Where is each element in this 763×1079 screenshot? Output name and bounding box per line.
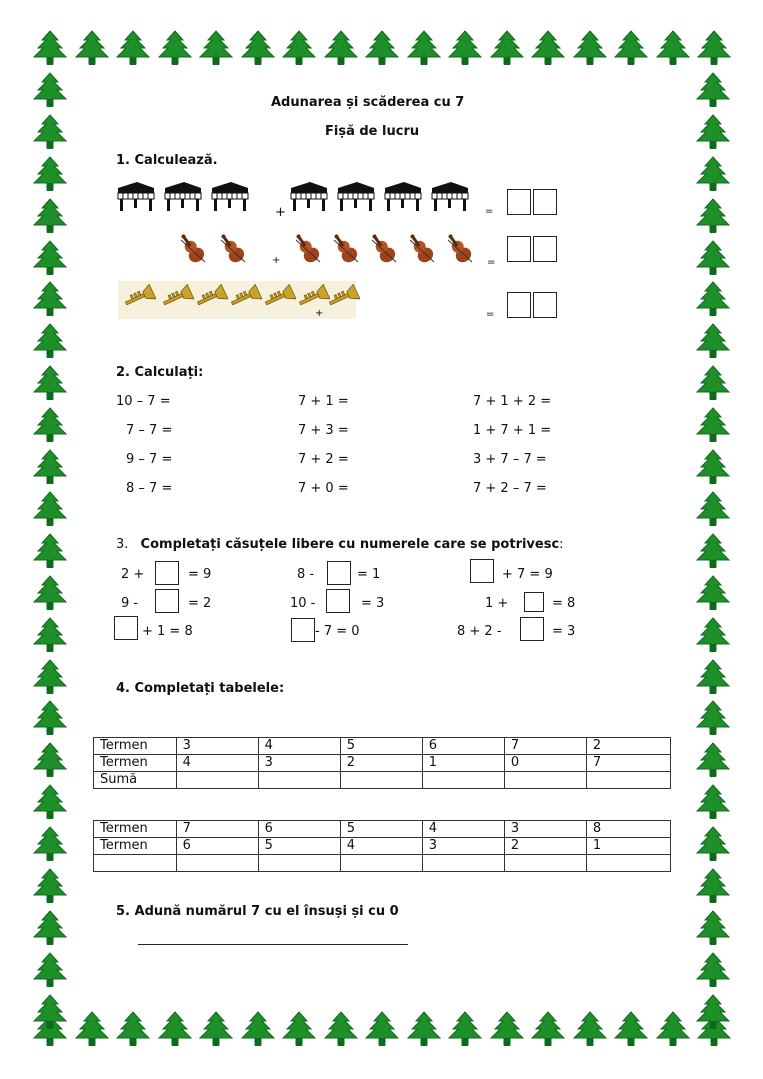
trumpet-icon — [194, 284, 228, 316]
piano-icon — [115, 178, 157, 218]
s3-r2-a1: 9 - — [121, 596, 139, 611]
exercise-expression: 3 + 7 – 7 = — [473, 452, 547, 467]
tree-icon — [693, 156, 733, 194]
tree-icon — [155, 30, 195, 68]
exercise-expression: 9 – 7 = — [126, 452, 173, 467]
tree-icon — [693, 910, 733, 948]
page-subtitle: Fișă de lucru — [325, 124, 420, 139]
s3-r1-c2: + 7 = 9 — [502, 567, 553, 582]
answer-digit-box[interactable] — [533, 189, 557, 215]
s3-r2-c2: = 8 — [552, 596, 576, 611]
tree-icon — [279, 30, 319, 68]
tree-icon — [196, 30, 236, 68]
tree-icon — [30, 868, 70, 906]
tree-icon — [30, 114, 70, 152]
row-label-cell: Termen — [94, 821, 177, 838]
exercise-expression: 7 – 7 = — [126, 423, 173, 438]
answer-box[interactable] — [114, 616, 138, 640]
exercise-expression: 7 + 0 = — [298, 481, 349, 496]
table-cell: 2 — [586, 738, 670, 755]
tree-icon — [487, 30, 527, 68]
answer-box[interactable] — [327, 561, 351, 585]
piano-icon — [335, 178, 377, 218]
row-label-cell: Termen — [94, 838, 177, 855]
tree-icon — [404, 1011, 444, 1049]
violin-icon — [215, 232, 251, 272]
table-cell: 2 — [340, 755, 422, 772]
tree-icon — [30, 910, 70, 948]
tree-icon — [279, 1011, 319, 1049]
trumpet-icon — [160, 284, 194, 316]
tree-icon — [30, 407, 70, 445]
tree-icon — [693, 407, 733, 445]
tree-icon — [155, 1011, 195, 1049]
table-cell: 4 — [422, 821, 504, 838]
table-cell: 3 — [422, 838, 504, 855]
section-3-number: 3. — [116, 537, 129, 552]
table-cell: 2 — [504, 838, 586, 855]
table-cell: 5 — [258, 838, 340, 855]
sum-table-1 — [93, 737, 671, 789]
trumpet-icon — [228, 284, 262, 316]
tree-icon — [30, 365, 70, 403]
tree-icon — [693, 365, 733, 403]
table-cell: 7 — [176, 821, 258, 838]
s3-r3-a2: + 1 = 8 — [142, 624, 193, 639]
tree-icon — [693, 952, 733, 990]
equals-sign: = — [487, 257, 496, 268]
tree-icon — [30, 323, 70, 361]
tree-icon — [404, 30, 444, 68]
table-cell: 6 — [176, 838, 258, 855]
tree-icon — [693, 826, 733, 864]
exercise-expression: 8 – 7 = — [126, 481, 173, 496]
section-1-heading: 1. Calculează. — [116, 153, 218, 168]
table-cell: 3 — [176, 738, 258, 755]
answer-digit-box[interactable] — [507, 292, 531, 318]
tree-icon — [693, 533, 733, 571]
s3-r3-b2: - 7 = 0 — [315, 624, 360, 639]
table-row — [94, 755, 671, 772]
tree-icon — [30, 156, 70, 194]
equals-sign: = — [486, 309, 495, 320]
tree-icon — [30, 281, 70, 319]
tree-icon — [72, 30, 112, 68]
exercise-expression: 7 + 1 + 2 = — [473, 394, 552, 409]
s3-r1-a1: 2 + — [121, 567, 145, 582]
tree-icon — [693, 323, 733, 361]
tree-icon — [693, 491, 733, 529]
s3-r3-c2: = 3 — [552, 624, 576, 639]
answer-box[interactable] — [155, 561, 179, 585]
tree-icon — [362, 1011, 402, 1049]
tree-icon — [321, 30, 361, 68]
s3-r2-b1: 10 - — [290, 596, 316, 611]
tree-icon — [30, 533, 70, 571]
section-3-title: Completați căsuțele libere cu numerele care se potrivesc — [140, 537, 560, 552]
tree-icon — [693, 784, 733, 822]
table-cell[interactable] — [340, 772, 422, 789]
tree-icon — [570, 30, 610, 68]
tree-icon — [30, 198, 70, 236]
table-cell[interactable] — [422, 772, 504, 789]
tree-icon — [321, 1011, 361, 1049]
exercise-expression: 7 + 1 = — [298, 394, 349, 409]
table-cell[interactable] — [422, 855, 504, 872]
tree-icon — [693, 994, 733, 1032]
tree-icon — [693, 617, 733, 655]
trumpet-icon — [122, 284, 156, 316]
tree-icon — [113, 30, 153, 68]
section-4-heading: 4. Completați tabelele: — [116, 681, 285, 696]
table-cell: 5 — [340, 738, 422, 755]
table-cell: 4 — [340, 838, 422, 855]
section-3-colon: : — [559, 537, 564, 552]
tree-icon — [196, 1011, 236, 1049]
table-cell[interactable] — [340, 855, 422, 872]
s3-r2-c1: 1 + — [485, 596, 509, 611]
row-label-cell: Termen — [94, 738, 177, 755]
table-cell[interactable] — [586, 772, 670, 789]
table-cell: 6 — [422, 738, 504, 755]
answer-digit-box[interactable] — [533, 236, 557, 262]
tree-icon — [693, 659, 733, 697]
tree-icon — [693, 240, 733, 278]
plus-sign: + — [275, 205, 286, 220]
tree-icon — [30, 30, 70, 68]
answer-box[interactable] — [155, 589, 179, 613]
table-row — [94, 855, 671, 872]
section-3-heading — [116, 537, 564, 552]
tree-icon — [362, 30, 402, 68]
tree-icon — [693, 281, 733, 319]
tree-icon — [611, 1011, 651, 1049]
tree-icon — [445, 1011, 485, 1049]
piano-icon — [162, 178, 204, 218]
violin-icon — [175, 232, 211, 272]
tree-icon — [30, 449, 70, 487]
violin-icon — [366, 232, 402, 272]
piano-icon — [288, 178, 330, 218]
table-cell[interactable] — [258, 772, 340, 789]
tree-icon — [30, 742, 70, 780]
exercise-expression: 1 + 7 + 1 = — [473, 423, 552, 438]
tree-icon — [693, 449, 733, 487]
piano-icon — [382, 178, 424, 218]
tree-icon — [113, 1011, 153, 1049]
violin-icon — [442, 232, 478, 272]
sum-table-2 — [93, 820, 671, 872]
exercise-expression: 7 + 2 = — [298, 452, 349, 467]
piano-icon — [209, 178, 251, 218]
tree-icon — [694, 30, 734, 68]
violin-icon — [328, 232, 364, 272]
section-2-heading: 2. Calculați: — [116, 365, 204, 380]
violin-icon — [404, 232, 440, 272]
table-cell: 7 — [504, 738, 586, 755]
tree-icon — [653, 30, 693, 68]
piano-icon — [429, 178, 471, 218]
tree-icon — [693, 868, 733, 906]
tree-icon — [30, 659, 70, 697]
tree-icon — [445, 30, 485, 68]
trumpet-icon — [296, 284, 330, 316]
tree-icon — [693, 700, 733, 738]
table-cell: 6 — [258, 821, 340, 838]
tree-icon — [238, 30, 278, 68]
table-cell: 0 — [504, 755, 586, 772]
tree-icon — [570, 1011, 610, 1049]
table-cell: 8 — [586, 821, 670, 838]
tree-icon — [528, 1011, 568, 1049]
table-cell: 5 — [340, 821, 422, 838]
answer-digit-box[interactable] — [507, 189, 531, 215]
violin-icon — [290, 232, 326, 272]
exercise-expression: 7 + 3 = — [298, 423, 349, 438]
tree-icon — [30, 575, 70, 613]
row-label-cell[interactable] — [94, 855, 177, 872]
row-label-cell: Sumă — [94, 772, 177, 789]
tree-icon — [611, 30, 651, 68]
tree-icon — [72, 1011, 112, 1049]
tree-icon — [693, 742, 733, 780]
tree-icon — [693, 198, 733, 236]
table-cell: 3 — [258, 755, 340, 772]
table-cell[interactable] — [176, 855, 258, 872]
s3-r1-b2: = 1 — [357, 567, 381, 582]
answer-line[interactable] — [138, 930, 408, 945]
row-label-cell: Termen — [94, 755, 177, 772]
exercise-expression: 7 + 2 – 7 = — [473, 481, 547, 496]
plus-sign: + — [272, 255, 281, 266]
table-cell: 3 — [504, 821, 586, 838]
tree-icon — [30, 994, 70, 1032]
table-row — [94, 772, 671, 789]
table-cell: 1 — [586, 838, 670, 855]
tree-icon — [528, 30, 568, 68]
table-row — [94, 821, 671, 838]
trumpet-icon — [262, 284, 296, 316]
answer-digit-box[interactable] — [507, 236, 531, 262]
s3-r2-a2: = 2 — [188, 596, 212, 611]
table-cell[interactable] — [586, 855, 670, 872]
tree-icon — [238, 1011, 278, 1049]
s3-r1-a2: = 9 — [188, 567, 212, 582]
answer-box[interactable] — [524, 592, 544, 612]
answer-box[interactable] — [291, 618, 315, 642]
tree-icon — [693, 114, 733, 152]
tree-icon — [30, 700, 70, 738]
section-5-heading: 5. Adună numărul 7 cu el însuși și cu 0 — [116, 904, 399, 919]
answer-box[interactable] — [470, 559, 494, 583]
answer-box[interactable] — [520, 617, 544, 641]
tree-icon — [693, 575, 733, 613]
table-cell: 1 — [422, 755, 504, 772]
tree-icon — [30, 617, 70, 655]
tree-icon — [30, 72, 70, 110]
tree-icon — [30, 826, 70, 864]
answer-digit-box[interactable] — [533, 292, 557, 318]
tree-icon — [30, 784, 70, 822]
exercise-expression: 10 – 7 = — [116, 394, 171, 409]
table-cell: 7 — [586, 755, 670, 772]
equals-sign: = — [485, 206, 494, 217]
s3-r2-b2: = 3 — [361, 596, 385, 611]
tree-icon — [487, 1011, 527, 1049]
tree-icon — [653, 1011, 693, 1049]
table-cell[interactable] — [258, 855, 340, 872]
trumpet-icon — [326, 284, 360, 316]
page-title: Adunarea și scăderea cu 7 — [271, 95, 465, 110]
s3-r1-b1: 8 - — [297, 567, 315, 582]
table-cell[interactable] — [504, 772, 586, 789]
table-cell[interactable] — [176, 772, 258, 789]
s3-r3-c1: 8 + 2 - — [457, 624, 502, 639]
tree-icon — [30, 240, 70, 278]
answer-box[interactable] — [326, 589, 350, 613]
table-cell: 4 — [258, 738, 340, 755]
tree-icon — [30, 952, 70, 990]
table-cell[interactable] — [504, 855, 586, 872]
plus-sign: + — [315, 308, 324, 319]
table-row — [94, 738, 671, 755]
tree-icon — [693, 72, 733, 110]
tree-icon — [30, 491, 70, 529]
table-row — [94, 838, 671, 855]
table-cell: 4 — [176, 755, 258, 772]
